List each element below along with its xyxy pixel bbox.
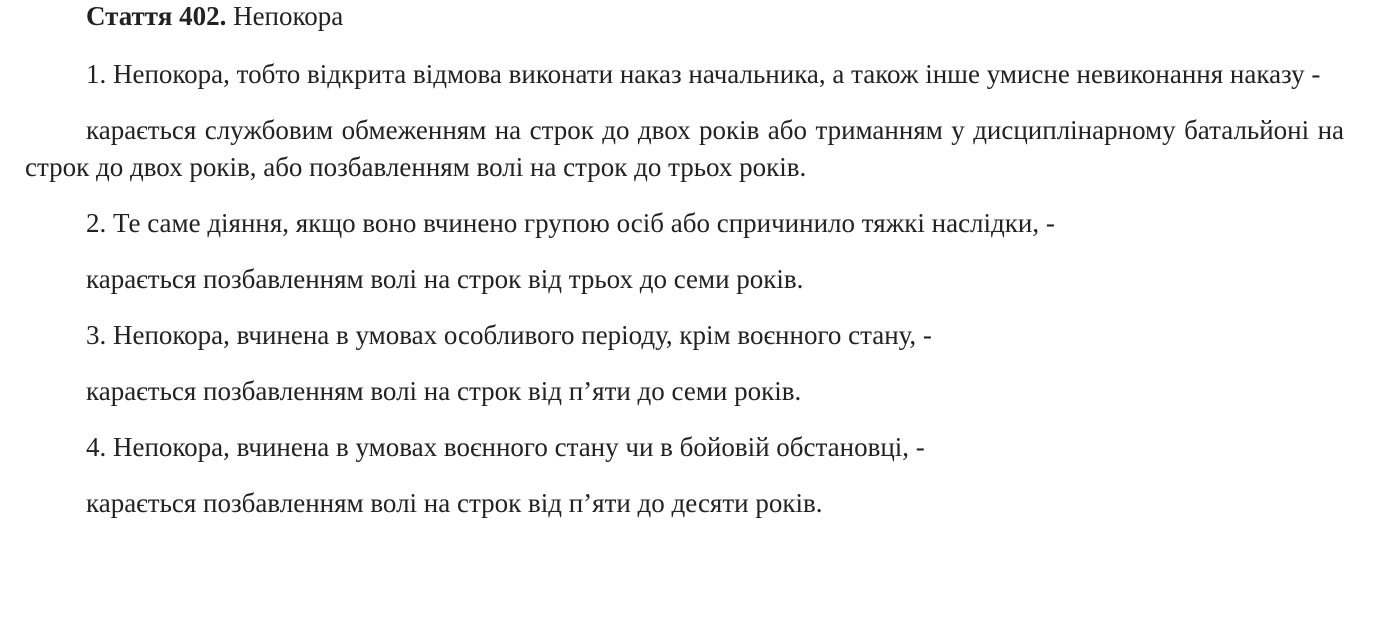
part-1-disposition: 1. Непокора, тобто відкрита відмова виконати наказ начальника, а також інше умисне невиконання наказу -	[86, 59, 1321, 89]
part-4-sanction: карається позбавленням волі на строк від п’яти до десяти років.	[86, 488, 823, 518]
part-4-disposition: 4. Непокора, вчинена в умовах воєнного стану чи в бойовій обстановці, -	[86, 432, 925, 462]
part-1-sanction: карається службовим обмеженням на строк до двох років або триманням у дисциплінарному батальйоні на строк до двох років, або позбавленням волі на строк до трьох років.	[25, 115, 1344, 182]
article-heading	[25, 0, 1344, 33]
part-3-sanction: карається позбавленням волі на строк від п’яти до семи років.	[86, 376, 802, 406]
article-title: Непокора	[233, 1, 344, 31]
article-number: Стаття 402.	[86, 1, 227, 31]
part-2-sanction: карається позбавленням волі на строк від трьох до семи років.	[86, 264, 804, 294]
part-2-disposition: 2. Те саме діяння, якщо воно вчинено групою осіб або спричинило тяжкі наслідки, -	[86, 208, 1055, 238]
part-3-disposition: 3. Непокора, вчинена в умовах особливого періоду, крім воєнного стану, -	[86, 320, 932, 350]
